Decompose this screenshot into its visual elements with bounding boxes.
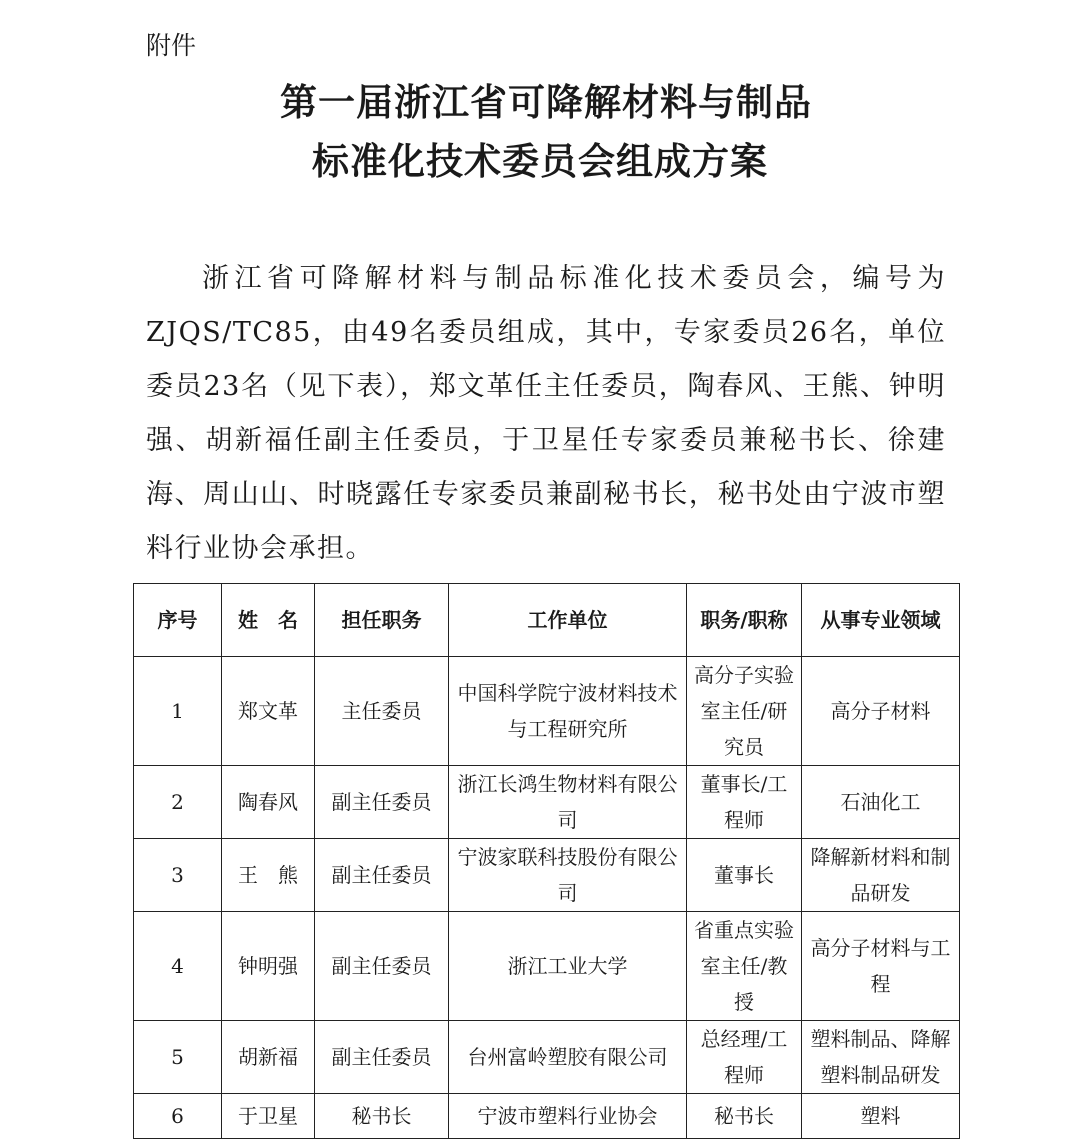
cell-no: 6 [134,1094,222,1139]
cell-title: 董事长 [687,839,802,912]
table-row [134,912,960,1021]
header-no: 序号 [134,584,222,657]
table-row [134,766,960,839]
cell-org: 宁波家联科技股份有限公司 [449,839,687,912]
intro-paragraph: 浙江省可降解材料与制品标准化技术委员会，编号为ZJQS/TC85，由49名委员组成，其中，专家委员26名，单位委员23名（见下表），郑文革任主任委员，陶春风、王熊、钟明强、胡新福任副主任委员，于卫星任专家委员兼秘书长、徐建海、周山山、时晓露任专家委员兼副秘书长，秘书处由宁波市塑料行业协会承担。 [146,263,946,564]
document-title-line-2: 标准化技术委员会组成方案 [312,140,768,183]
cell-org: 浙江长鸿生物材料有限公司 [449,766,687,839]
cell-name: 胡新福 [222,1021,315,1094]
attachment-label: 附件 [146,31,197,60]
document-title-line-1: 第一届浙江省可降解材料与制品 [280,81,812,124]
cell-title: 高分子实验室主任/研究员 [687,657,802,766]
cell-field: 高分子材料与工程 [802,912,960,1021]
cell-org: 中国科学院宁波材料技术与工程研究所 [449,657,687,766]
header-field: 从事专业领域 [802,584,960,657]
cell-field: 降解新材料和制品研发 [802,839,960,912]
committee-members-table [133,583,960,1139]
cell-name: 陶春风 [222,766,315,839]
cell-field: 塑料制品、降解塑料制品研发 [802,1021,960,1094]
cell-title: 秘书长 [687,1094,802,1139]
cell-title: 省重点实验室主任/教授 [687,912,802,1021]
cell-field: 石油化工 [802,766,960,839]
header-name: 姓 名 [222,584,315,657]
cell-title: 总经理/工程师 [687,1021,802,1094]
cell-name: 于卫星 [222,1094,315,1139]
table-row [134,1094,960,1139]
cell-role: 副主任委员 [315,839,449,912]
cell-title: 董事长/工程师 [687,766,802,839]
cell-role: 副主任委员 [315,912,449,1021]
cell-field: 高分子材料 [802,657,960,766]
cell-no: 5 [134,1021,222,1094]
header-title: 职务/职称 [687,584,802,657]
cell-role: 秘书长 [315,1094,449,1139]
cell-no: 2 [134,766,222,839]
cell-name: 钟明强 [222,912,315,1021]
table-header-row [134,584,960,657]
cell-no: 3 [134,839,222,912]
table-row [134,839,960,912]
header-role: 担任职务 [315,584,449,657]
table-row [134,1021,960,1094]
cell-org: 台州富岭塑胶有限公司 [449,1021,687,1094]
cell-role: 副主任委员 [315,1021,449,1094]
cell-org: 浙江工业大学 [449,912,687,1021]
cell-role: 副主任委员 [315,766,449,839]
cell-no: 4 [134,912,222,1021]
cell-name: 郑文革 [222,657,315,766]
cell-role: 主任委员 [315,657,449,766]
table-row [134,657,960,766]
header-org: 工作单位 [449,584,687,657]
cell-field: 塑料 [802,1094,960,1139]
cell-name: 王 熊 [222,839,315,912]
cell-no: 1 [134,657,222,766]
cell-org: 宁波市塑料行业协会 [449,1094,687,1139]
